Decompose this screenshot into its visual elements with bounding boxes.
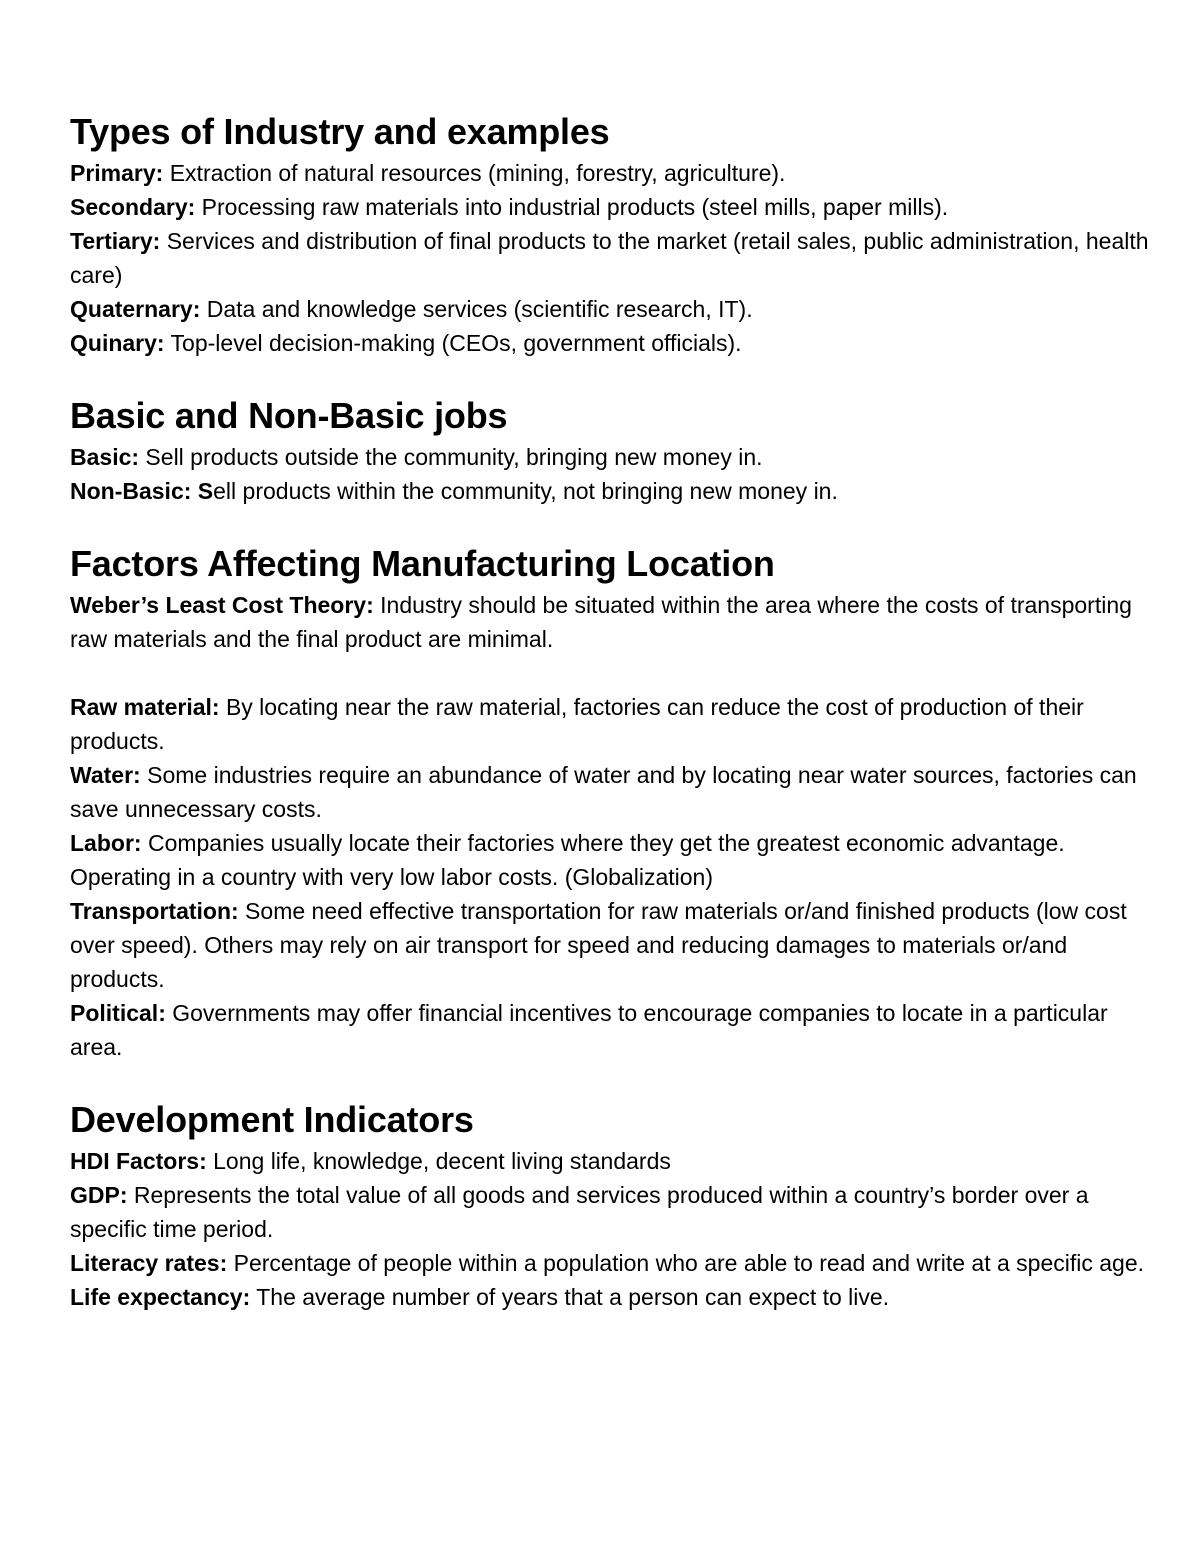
- entry-term: Primary:: [70, 160, 164, 186]
- entry-text: Companies usually locate their factories where they get the greatest economic advantage. Operating in a country with very low labor costs. (Globalization): [70, 830, 1065, 890]
- entry-term: Weber’s Least Cost Theory:: [70, 592, 374, 618]
- entry-text: By locating near the raw material, factories can reduce the cost of production of their products.: [70, 694, 1084, 754]
- entry-text: Top-level decision-making (CEOs, government officials).: [164, 330, 742, 356]
- entry-term: Quinary:: [70, 330, 165, 356]
- section-heading: Factors Affecting Manufacturing Location: [70, 543, 775, 584]
- section-manufacturing-location: [70, 540, 1150, 1064]
- entry-text: Represents the total value of all goods and services produced within a country’s border over a specific time period.: [70, 1182, 1089, 1242]
- entry-term: Basic:: [70, 444, 140, 470]
- section-spacer: [70, 508, 1150, 540]
- entry-term: Tertiary:: [70, 228, 161, 254]
- document-page: [70, 108, 1150, 1314]
- entry-text: Governments may offer financial incentives to encourage companies to locate in a particular area.: [70, 1000, 1108, 1060]
- entry-basic: [70, 440, 1150, 474]
- entry-text: Some need effective transportation for raw materials or/and finished products (low cost over speed). Others may rely on air transport for speed and reducing damages to materials or/and products.: [70, 898, 1127, 992]
- entry-non-basic: [70, 474, 1150, 508]
- entry-raw-material: [70, 690, 1150, 758]
- entry-secondary: [70, 190, 1150, 224]
- section-spacer: [70, 1064, 1150, 1096]
- entry-term: Quaternary:: [70, 296, 201, 322]
- paragraph-spacer: [70, 656, 1150, 690]
- entry-term: Secondary:: [70, 194, 196, 220]
- entry-tertiary: [70, 224, 1150, 292]
- entry-text: The average number of years that a person can expect to live.: [250, 1284, 890, 1310]
- entry-text: Services and distribution of final products to the market (retail sales, public administration, health care): [70, 228, 1149, 288]
- section-heading: Types of Industry and examples: [70, 111, 610, 152]
- entry-text: Industry should be situated within the area where the costs of transporting raw materials and the final product are minimal.: [70, 592, 1132, 652]
- entry-text: Processing raw materials into industrial products (steel mills, paper mills).: [195, 194, 949, 220]
- entry-water: [70, 758, 1150, 826]
- entry-literacy-rates: [70, 1246, 1150, 1280]
- entry-text: Sell products outside the community, bringing new money in.: [139, 444, 763, 470]
- section-basic-non-basic-jobs: [70, 392, 1150, 508]
- section-spacer: [70, 360, 1150, 392]
- entry-term: Water:: [70, 762, 141, 788]
- section-heading: Development Indicators: [70, 1099, 474, 1140]
- entry-term: Life expectancy:: [70, 1284, 251, 1310]
- entry-term: Political:: [70, 1000, 166, 1026]
- entry-transportation: [70, 894, 1150, 996]
- entry-primary: [70, 156, 1150, 190]
- entry-quinary: [70, 326, 1150, 360]
- entry-term: Raw material:: [70, 694, 220, 720]
- entry-text: Extraction of natural resources (mining, forestry, agriculture).: [163, 160, 786, 186]
- entry-weber-theory: [70, 588, 1150, 656]
- entry-text: ell products within the community, not bringing new money in.: [213, 478, 838, 504]
- entry-term: Transportation:: [70, 898, 239, 924]
- entry-text: Some industries require an abundance of water and by locating near water sources, factories can save unnecessary costs.: [70, 762, 1137, 822]
- section-types-of-industry: [70, 108, 1150, 360]
- entry-term: GDP:: [70, 1182, 128, 1208]
- entry-quaternary: [70, 292, 1150, 326]
- entry-text: Long life, knowledge, decent living standards: [206, 1148, 671, 1174]
- section-development-indicators: [70, 1096, 1150, 1314]
- entry-text: Data and knowledge services (scientific research, IT).: [200, 296, 753, 322]
- entry-labor: [70, 826, 1150, 894]
- section-heading: Basic and Non-Basic jobs: [70, 395, 508, 436]
- entry-term: Non-Basic: S: [70, 478, 214, 504]
- entry-text: Percentage of people within a population who are able to read and write at a specific age.: [227, 1250, 1145, 1276]
- entry-gdp: [70, 1178, 1150, 1246]
- entry-political: [70, 996, 1150, 1064]
- entry-life-expectancy: [70, 1280, 1150, 1314]
- entry-term: HDI Factors:: [70, 1148, 207, 1174]
- entry-hdi-factors: [70, 1144, 1150, 1178]
- entry-term: Literacy rates:: [70, 1250, 228, 1276]
- entry-term: Labor:: [70, 830, 142, 856]
